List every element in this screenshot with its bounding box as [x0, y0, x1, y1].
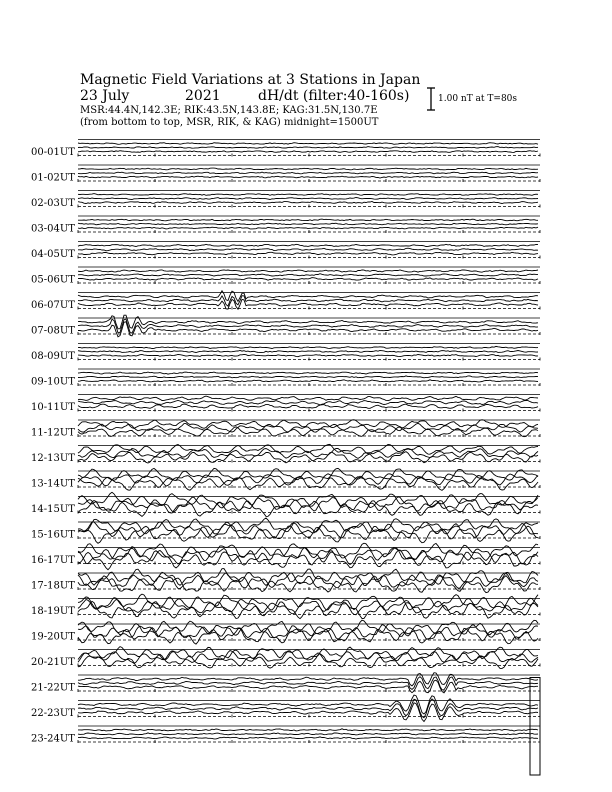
trace-rik — [78, 351, 538, 353]
trace-kag — [78, 628, 538, 645]
trace-kag — [78, 703, 538, 722]
trace-kag — [78, 737, 538, 739]
row-label: 14-15UT — [31, 504, 75, 515]
trace-kag — [78, 202, 538, 204]
year-label: 2021 — [185, 88, 221, 104]
row-label: 08-09UT — [31, 351, 75, 362]
trace-msr — [78, 729, 538, 731]
row-label: 12-13UT — [31, 453, 75, 464]
row-label: 11-12UT — [31, 427, 75, 439]
trace-rik — [78, 198, 538, 200]
hour-row — [78, 695, 540, 722]
trace-kag — [78, 525, 538, 543]
hour-row — [78, 444, 540, 463]
trace-rik — [78, 401, 538, 405]
hour-row — [78, 492, 540, 516]
trace-msr — [78, 194, 538, 196]
chart-title: Magnetic Field Variations at 3 Stations in Japan — [80, 72, 421, 88]
row-label: 16-17UT — [31, 555, 75, 566]
trace-msr — [78, 396, 538, 401]
row-label: 03-04UT — [31, 223, 75, 235]
trace-msr — [78, 244, 538, 246]
trace-msr — [78, 168, 538, 170]
row-label: 18-19UT — [31, 606, 75, 617]
trace-rik — [78, 376, 538, 378]
trace-rik — [78, 248, 538, 251]
filter-label: dH/dt (filter:40-160s) — [258, 88, 410, 104]
hour-row — [78, 191, 540, 208]
trace-msr — [78, 468, 538, 480]
row-label: 17-18UT — [31, 580, 75, 592]
trace-rik — [78, 699, 538, 718]
row-label: 22-23UT — [31, 708, 75, 719]
hour-row — [78, 420, 540, 437]
hour-row — [78, 673, 540, 693]
row-label: 06-07UT — [31, 300, 75, 311]
trace-kag — [78, 380, 538, 382]
trace-rik — [78, 522, 538, 538]
stations-label: MSR:44.4N,142.3E; RIK:43.5N,143.8E; KAG:31.5N,130.7E — [80, 105, 378, 116]
row-label: 20-21UT — [31, 657, 75, 668]
date-label: 23 July — [80, 88, 130, 104]
trace-rik — [78, 651, 538, 664]
trace-msr — [78, 143, 538, 145]
trace-rik — [78, 319, 538, 333]
row-label: 10-11UT — [31, 402, 75, 413]
trace-rik — [78, 274, 538, 276]
row-label: 04-05UT — [31, 249, 75, 260]
row-label: 02-03UT — [31, 198, 75, 209]
row-label: 01-02UT — [31, 172, 75, 184]
trace-msr — [78, 372, 538, 374]
trace-msr — [78, 543, 538, 560]
trace-kag — [78, 278, 538, 281]
hour-row — [78, 140, 540, 157]
hour-row — [78, 395, 540, 412]
trace-msr — [78, 219, 538, 221]
scale-label: 1.00 nT at T=80s — [438, 94, 518, 104]
trace-msr — [78, 695, 538, 714]
trace-rik — [78, 733, 538, 735]
trace-rik — [78, 223, 538, 225]
hour-row — [78, 315, 540, 337]
trace-rik — [78, 677, 538, 690]
trace-rik — [78, 147, 538, 149]
row-label: 13-14UT — [31, 478, 75, 490]
hour-row — [78, 267, 540, 284]
hour-row — [78, 468, 540, 490]
hour-row — [78, 543, 540, 570]
row-label: 09-10UT — [31, 376, 75, 388]
row-label: 07-08UT — [31, 325, 75, 337]
trace-rik — [78, 172, 538, 174]
row-label: 23-24UT — [31, 733, 75, 745]
trace-msr — [78, 518, 538, 534]
hour-row — [78, 344, 540, 361]
trace-kag — [78, 151, 538, 153]
row-label-group — [31, 147, 75, 745]
hour-row — [78, 647, 540, 669]
trace-kag — [78, 404, 538, 408]
hour-row — [78, 569, 540, 593]
trace-kag — [78, 322, 538, 337]
hour-row — [78, 620, 540, 644]
hour-row — [78, 291, 540, 310]
trace-msr — [78, 270, 538, 272]
order-label: (from bottom to top, MSR, RIK, & KAG) midnight=1500UT — [80, 117, 379, 128]
row-group — [78, 140, 540, 776]
trace-kag — [78, 227, 538, 229]
trace-kag — [78, 252, 538, 255]
hour-row — [78, 216, 540, 233]
trace-kag — [78, 501, 538, 517]
hour-row — [78, 726, 540, 743]
trace-msr — [78, 346, 538, 348]
hour-row — [78, 369, 540, 386]
row-label: 15-16UT — [31, 529, 75, 541]
hour-row — [78, 242, 540, 259]
row-label: 00-01UT — [31, 147, 75, 158]
trace-kag — [78, 354, 538, 356]
hour-row — [78, 594, 540, 619]
row-label: 21-22UT — [31, 682, 75, 694]
trace-kag — [78, 176, 538, 178]
row-label: 05-06UT — [31, 274, 75, 286]
hour-row — [78, 518, 540, 543]
trace-kag — [78, 601, 538, 618]
row-label: 19-20UT — [31, 631, 75, 643]
scale-bar — [427, 88, 435, 110]
hour-row — [78, 165, 540, 182]
